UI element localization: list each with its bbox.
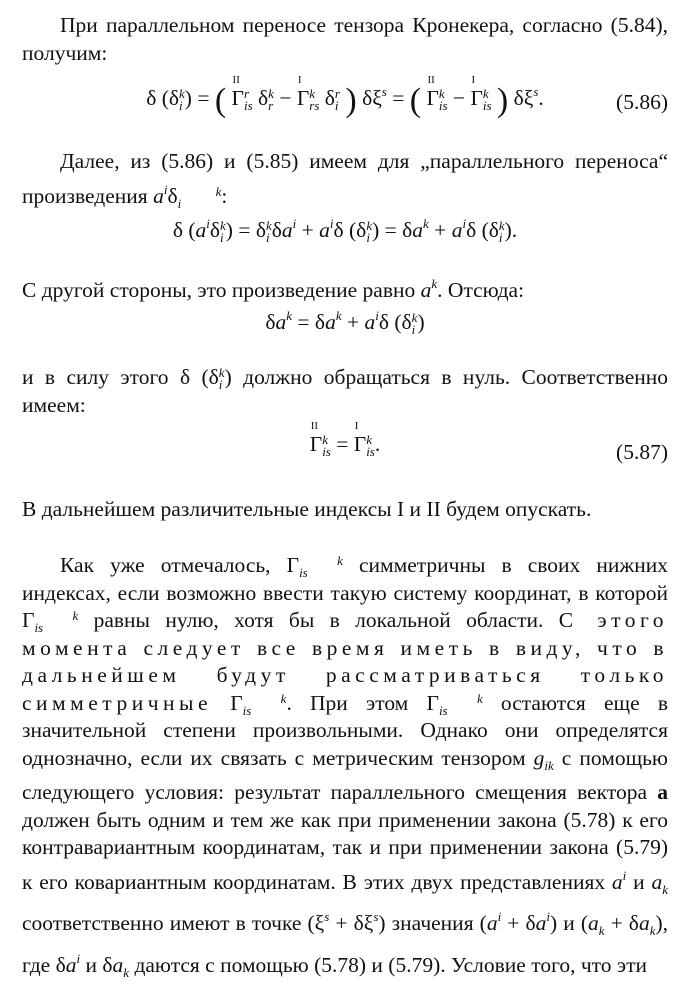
equation-5-86-expression: δ (δk i ) = ( Γ II r is δk r − Γ I k rs δr i ) $\delta\xi^s$ = ( Γ II k is − Γ I k is ) $\delta\xi^s$. xyxy=(146,74,544,119)
equation-5-86 xyxy=(22,74,668,122)
equation-product-transport xyxy=(22,216,668,256)
equation-product-expression: δ ($a^i\delta k$ i ) = δk i $\delta a^i + a^i\delta$ (δk i ) = $\delta a^k + a^i\delta$ (δk i ). xyxy=(172,216,518,246)
paragraph-2: Далее, из (5.86) и (5.85) имеем для „параллельного переноса“ произведения $a^i\delta$ k i : xyxy=(22,149,668,211)
paragraph-2-text: Далее, из (5.86) и (5.85) имеем для „параллельного переноса“ произведения xyxy=(22,149,668,208)
paragraph-3: С другой стороны, это произведение равно $a^k$. Отсюда: xyxy=(22,276,525,302)
equation-delta-a-expression: $\delta a^k = \delta a^k + a^i\delta$ (δk i ) xyxy=(265,308,425,338)
paragraph-6: Как уже отмечалось, Γ k is симметричны в своих нижних индексах, если возможно ввести такую систему координат, в которой Γ k is равны нулю, хотя бы в локальной области. С этого момента следует все время иметь в виду, что в дальнейшем будут рассматриваться только симметричные Γ k is . При этом Γ k is остаются еще в значительной степени произвольными. Однако они определятся однозначно, если их связать с метрическим тензором $g_{ik}$ с помощью следующего условия: результат параллельного смещения вектора a должен быть одним и тем же как при применении закона (5.78) к его контравариантным координатам, так и при применении закона (5.79) к его ковариантным координатам. В этих двух представлениях $a^i$ и $a_k$ соответственно имеют в точке $(\xi^s + \delta\xi^s)$ значения $(a^i + \delta a^i)$ и $(a_k + \delta a_k)$, где $\delta a^i$ и $\delta a_k$ даются с помощью (5.78) и (5.79). Условие того, что эти xyxy=(22,553,669,980)
paragraph-4: и в силу этого δ (δk i ) должно обращаться в нуль. Соответственно имеем: xyxy=(22,365,669,417)
equation-number: (5.87) xyxy=(616,440,668,464)
equation-5-87 xyxy=(22,420,668,472)
paragraph-3-text: С другой стороны, это произведение равно xyxy=(22,278,416,302)
paragraph-5: В дальнейшем различительные индексы I и II будем опускать. xyxy=(22,497,592,521)
equation-5-87-expression: Γ II k is = Γ I k is. xyxy=(309,420,381,460)
equation-number: (5.86) xyxy=(616,90,668,114)
paragraph-1 xyxy=(22,12,668,67)
equation-delta-a xyxy=(22,308,668,348)
paragraph-1-text: При параллельном переносе тензора Кронекера, согласно (5.84), получим: xyxy=(22,13,668,65)
